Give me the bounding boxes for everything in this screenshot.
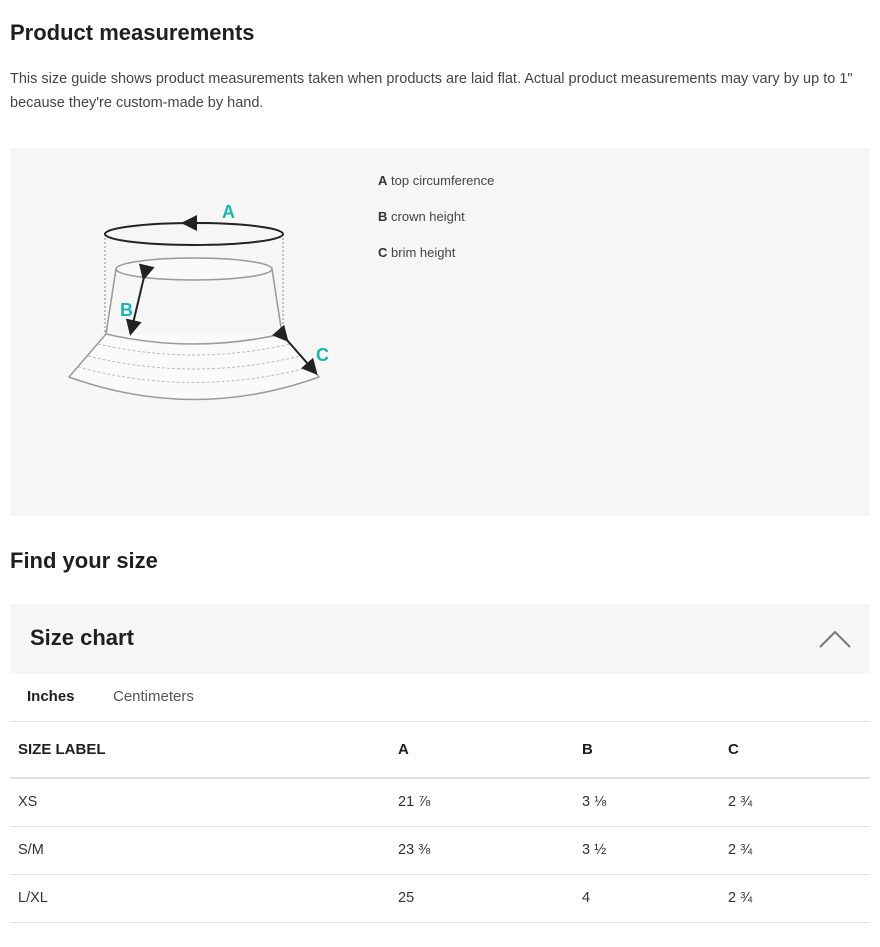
diagram-label-a: A xyxy=(222,202,235,222)
size-chart-title: Size chart xyxy=(30,625,134,650)
table-cell: XS xyxy=(10,778,390,826)
table-cell: 4 xyxy=(574,874,720,922)
table-cell: 2 ¾ xyxy=(720,874,870,922)
measurement-legend xyxy=(378,172,494,280)
legend-label: brim height xyxy=(391,245,456,260)
table-cell: S/M xyxy=(10,826,390,874)
table-cell: L/XL xyxy=(10,874,390,922)
table-cell: 3 ½ xyxy=(574,826,720,874)
tab-centimeters[interactable]: Centimeters xyxy=(113,688,194,705)
table-cell: 2 ¾ xyxy=(720,826,870,874)
unit-tabs xyxy=(10,674,870,722)
find-size-heading: Find your size xyxy=(10,548,158,573)
legend-label: crown height xyxy=(391,209,465,224)
table-cell: 25 xyxy=(390,874,574,922)
table-row xyxy=(10,874,870,922)
table-row xyxy=(10,826,870,874)
legend-item-a xyxy=(378,172,494,208)
column-header: C xyxy=(720,722,870,778)
table-cell: 21 ⅞ xyxy=(390,778,574,826)
legend-label: top circumference xyxy=(391,173,495,188)
legend-item-c xyxy=(378,244,494,280)
bucket-hat-diagram xyxy=(60,188,350,428)
legend-key: B xyxy=(378,209,388,224)
table-cell: 23 ⅜ xyxy=(390,826,574,874)
legend-key: C xyxy=(378,245,388,260)
measurement-diagram-panel xyxy=(10,148,870,516)
column-header: SIZE LABEL xyxy=(10,722,390,778)
legend-item-b xyxy=(378,208,494,244)
table-row xyxy=(10,778,870,826)
measurements-description: This size guide shows product measurements taken when products are laid flat. Actual product measurements may vary by up to 1" because they're custom-made by hand. xyxy=(10,71,853,111)
column-header: B xyxy=(574,722,720,778)
table-cell: 3 ⅛ xyxy=(574,778,720,826)
table-header-row xyxy=(10,722,870,778)
diagram-label-c: C xyxy=(316,345,329,365)
size-table xyxy=(10,722,870,923)
table-cell: 2 ¾ xyxy=(720,778,870,826)
diagram-label-b: B xyxy=(120,300,133,320)
page-title: Product measurements xyxy=(10,20,255,45)
size-chart-header[interactable] xyxy=(10,604,870,674)
legend-key: A xyxy=(378,173,388,188)
tab-inches[interactable]: Inches xyxy=(27,688,75,705)
chevron-up-icon[interactable] xyxy=(818,628,852,650)
column-header: A xyxy=(390,722,574,778)
